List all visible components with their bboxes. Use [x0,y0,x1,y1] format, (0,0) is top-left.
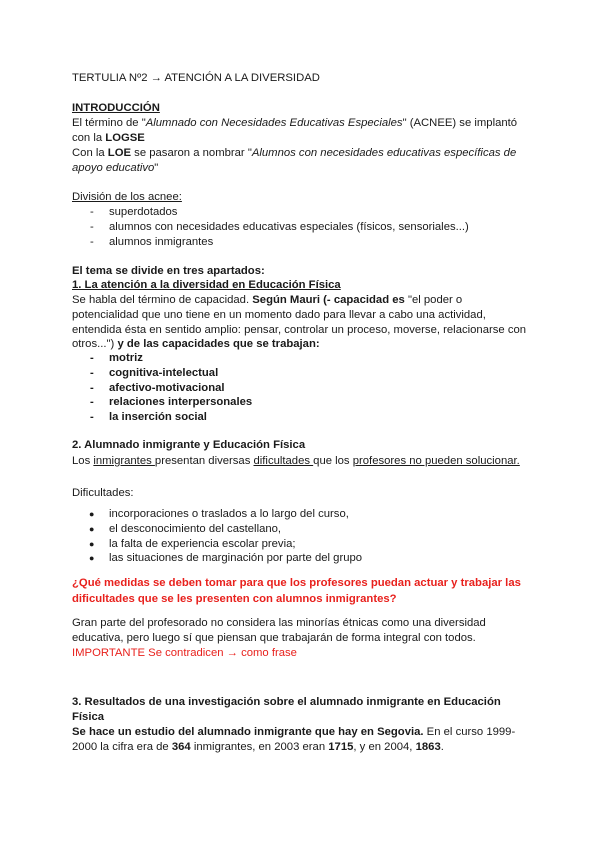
bullet-marker: ● [89,553,95,564]
section3-heading [72,695,512,725]
list-item-text: cognitiva-intelectual [109,366,219,379]
s3-d: inmigrantes, en 2003 eran [190,740,329,753]
s3-b: En el curso 1999-2000 la cifra era de [72,726,516,753]
section3-heading-text: 3. Resultados de una investigación sobre el alumnado inmigrante en Educación Física [72,696,501,723]
section3-paragraph [72,725,528,755]
list-item [72,395,532,410]
list-item [72,235,532,250]
dash-marker: - [90,206,94,218]
section2-answer: Gran parte del profesorado no considera las minorías étnicas como una diversidad educativa, pero luego sí que piensan que trabajarán de forma integral con todos. [72,617,486,644]
list-item [72,220,532,235]
p1-a: El término de " [72,117,146,129]
section1-heading-text: 1. La atención a la diversidad en Educación Física [72,279,341,291]
dash-marker: - [90,396,94,409]
s2-b: inmigrantes [93,455,155,467]
division-label: División de los acnee: [72,191,182,203]
list-item [72,551,532,566]
s2-f: profesores no pueden solucionar. [352,455,520,467]
s3-e: 1715 [328,740,354,753]
section2-heading-text: 2. Alumnado inmigrante y Educación Física [72,439,306,451]
p1-b: Alumnado con Necesidades Educativas Especiales [145,117,403,129]
s2-e: que los [313,455,353,467]
dash-marker: - [90,381,94,394]
list-item [72,351,532,366]
section1-heading [72,278,532,293]
list-item [72,507,532,522]
p1-d: LOGSE [105,131,145,144]
list-item-text: superdotados [109,206,178,218]
s2-c: presentan diversas [154,455,254,467]
section1-paragraph [72,293,528,352]
dash-marker: - [90,235,94,248]
list-item-text: la falta de experiencia escolar previa; [109,537,296,550]
s1-p-d: y de las capacidades que se trabajan: [114,338,320,351]
intro-heading-text: INTRODUCCIÓN [72,102,160,114]
section1-lead-text: El tema se divide en tres apartados: [72,265,265,277]
s3-a: Se hace un estudio del alumnado inmigrante que hay en Segovia. [72,726,424,738]
s2-a: Los [72,455,94,467]
list-item-text: incorporaciones o traslados a lo largo del curso, [109,508,349,520]
list-item [72,410,532,425]
intro-paragraph-1 [72,116,522,146]
dificultades-list [72,507,532,566]
s3-g: 1863 [415,740,441,753]
dash-marker: - [90,220,94,233]
section2-question-text: ¿Qué medidas se deben tomar para que los profesores puedan actuar y trabajar las dificultades que se les presenten con alumnos inmigrantes? [72,577,521,605]
dash-marker: - [90,366,94,379]
list-item-text: alumnos inmigrantes [109,235,214,248]
list-item-text: motriz [109,352,143,364]
list-item [72,366,532,381]
list-item [72,537,532,552]
list-item-text: la inserción social [109,411,207,424]
s1-p-c: "el poder o potencialidad que uno tiene en un momento dado para llevar a cabo una actividad, entendida ésta en sentido amplio: pensar, controlar un proceso, moverse, relacionarse con otros...") [72,294,527,351]
p2-d: Alumnos con necesidades educativas específicas de apoyo educativo [72,147,517,174]
dash-marker: - [90,411,94,424]
p2-a: Con la [72,147,108,159]
list-item-text: afectivo-motivacional [109,381,225,394]
bullet-marker: ● [89,523,95,534]
s3-c: 364 [171,740,191,753]
s2-d: dificultades [253,455,314,467]
section2-question [72,576,524,607]
s3-f: , y en 2004, [353,740,416,753]
bullet-marker: ● [89,509,95,519]
s3-h: . [440,740,444,753]
section2-intro-line [72,454,532,469]
division-list [72,205,532,249]
list-item-text: alumnos con necesidades educativas especiales (físicos, sensoriales...) [109,220,469,233]
bullet-marker: ● [89,538,95,549]
important-note: IMPORTANTE Se contradicen → como frase [72,647,297,659]
dash-marker: - [90,352,94,364]
list-item-text: el desconocimiento del castellano, [109,522,282,535]
intro-paragraph-2 [72,146,522,176]
s1-p-a: Se habla del término de capacidad. [72,294,253,306]
dificultades-label: Dificultades: [72,487,134,499]
s1-p-b: Según Mauri (- capacidad es [252,294,408,306]
list-item-text: las situaciones de marginación por parte del grupo [109,552,363,565]
p2-b: LOE [107,147,132,159]
page-title: TERTULIA Nº2 → ATENCIÓN A LA DIVERSIDAD [72,72,320,84]
section1-lead [72,264,532,279]
list-item [72,522,532,537]
p2-c: se pasaron a nombrar " [131,147,252,159]
capacities-list [72,351,532,425]
p2-e: " [154,161,159,174]
section2-heading [72,438,532,453]
list-item [72,205,532,220]
intro-heading [72,101,532,116]
list-item [72,381,532,396]
list-item-text: relaciones interpersonales [109,396,253,409]
p1-c: " (ACNEE) se implantó con la [72,117,518,144]
